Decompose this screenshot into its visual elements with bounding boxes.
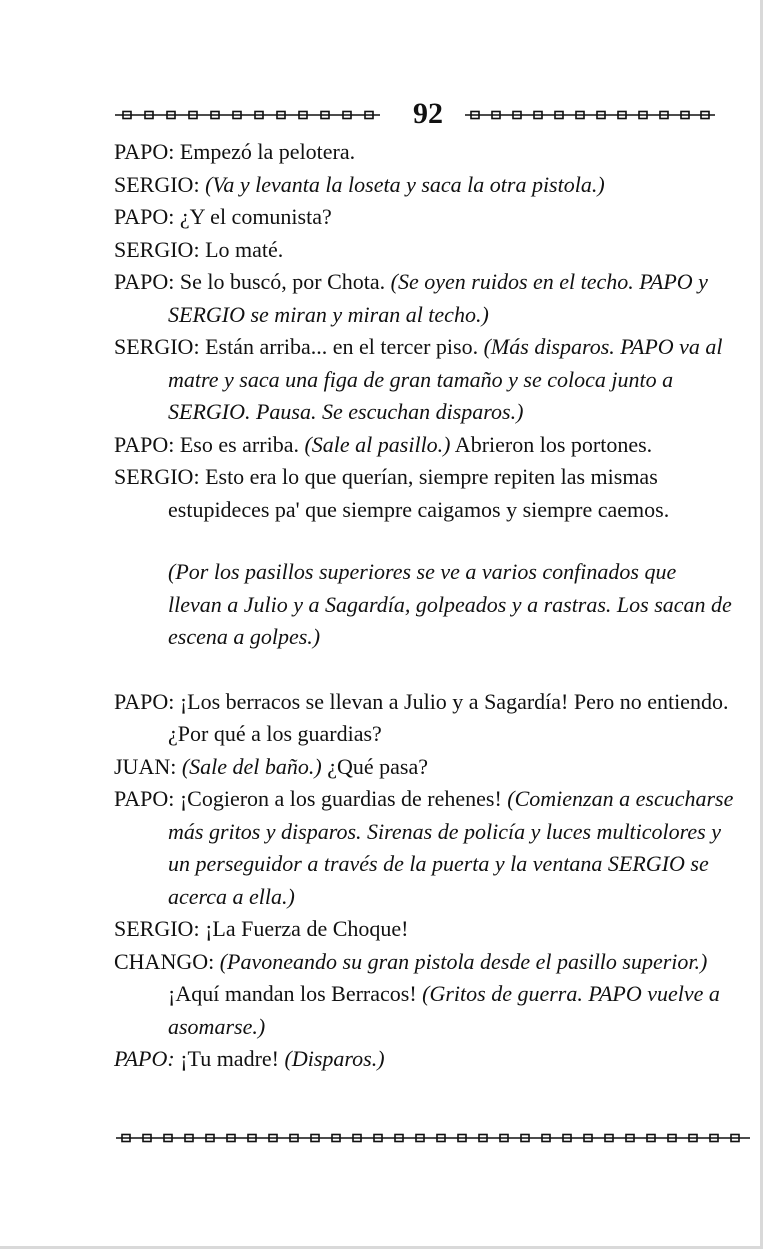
stage-direction: (Disparos.) bbox=[284, 1046, 385, 1071]
page-number: 92 bbox=[413, 97, 443, 130]
dialogue-line bbox=[114, 1043, 734, 1076]
speaker-name: PAPO: bbox=[114, 688, 175, 714]
speaker-name: SERGIO: bbox=[114, 334, 200, 359]
page-header bbox=[115, 96, 715, 136]
dialogue-line bbox=[114, 331, 734, 429]
stage-direction: (Va y levanta la loseta y saca la otra pistola.) bbox=[199, 171, 605, 197]
dialogue-line bbox=[114, 461, 734, 526]
dialogue-text: Eso es arriba. bbox=[174, 431, 305, 457]
dialogue-line bbox=[114, 429, 734, 462]
dialogue-text: Empezó la pelotera. bbox=[174, 139, 356, 164]
dialogue-line bbox=[114, 946, 734, 1044]
speaker-name: PAPO: bbox=[114, 786, 175, 811]
speaker-name: PAPO: bbox=[114, 431, 175, 457]
stage-direction: (Gritos de guerra. PAPO vuelve a asomarse.) bbox=[168, 981, 720, 1039]
stage-direction-block: (Por los pasillos superiores se ve a varios confinados que llevan a Julio y a Sagardía, golpeados y a rastras. Los sacan de escena a golpes.) bbox=[168, 559, 732, 649]
stage-direction: (Pavoneando su gran pistola desde el pasillo superior.) bbox=[214, 948, 708, 974]
script-body bbox=[114, 136, 734, 1076]
dialogue-text: Abrieron los portones. bbox=[450, 431, 653, 457]
speaker-name: CHANGO: bbox=[114, 948, 215, 974]
dialogue-text: ¡Tu madre! bbox=[174, 1046, 285, 1071]
speaker-name: PAPO: bbox=[114, 1046, 175, 1071]
dialogue-line bbox=[114, 913, 734, 946]
dialogue-text: Lo maté. bbox=[199, 236, 284, 262]
dialogue-text: ¡Aquí mandan los Berracos! bbox=[168, 981, 423, 1006]
dialogue-text: ¡La Fuerza de Choque! bbox=[199, 916, 409, 941]
dialogue-line bbox=[114, 266, 734, 331]
speaker-name: SERGIO: bbox=[114, 236, 200, 262]
speaker-name: PAPO: bbox=[114, 204, 175, 229]
dialogue-text: ¿Y el comunista? bbox=[174, 204, 332, 229]
chain-ornament-left bbox=[115, 110, 380, 120]
dialogue-line bbox=[114, 169, 734, 202]
chain-ornament-right bbox=[465, 110, 715, 120]
chain-ornament-footer bbox=[116, 1133, 750, 1143]
dialogue-line bbox=[114, 686, 734, 751]
dialogue-line bbox=[114, 201, 734, 234]
stage-direction: (Sale al pasillo.) bbox=[304, 431, 451, 457]
dialogue-line bbox=[114, 136, 734, 169]
stage-direction: (Comienzan a escucharse más gritos y disparos. Sirenas de policía y luces multicolores y un perseguidor a través de la puerta y la ventana SERGIO se acerca a ella.) bbox=[168, 786, 734, 909]
speaker-name: SERGIO: bbox=[114, 171, 200, 197]
dialogue-text: ¿Qué pasa? bbox=[321, 753, 429, 779]
speaker-name: SERGIO: bbox=[114, 916, 200, 941]
dialogue-line bbox=[114, 751, 734, 784]
dialogue-text: Esto era lo que querían, siempre repiten las mismas estupideces pa' que siempre caigamos y siempre caemos. bbox=[168, 464, 670, 522]
stage-direction: (Se oyen ruidos en el techo. PAPO y SERGIO se miran y miran al techo.) bbox=[168, 269, 708, 327]
dialogue-line bbox=[114, 234, 734, 267]
stage-direction: (Sale del baño.) bbox=[176, 753, 322, 779]
dialogue-text: Están arriba... en el tercer piso. bbox=[199, 334, 484, 359]
speaker-name: SERGIO: bbox=[114, 464, 200, 489]
speaker-name: PAPO: bbox=[114, 269, 175, 294]
dialogue-line bbox=[114, 783, 734, 913]
stage-direction: (Más disparos. PAPO va al matre y saca una figa de gran tamaño y se coloca junto a SERGIO. Pausa. Se escuchan disparos.) bbox=[168, 334, 723, 424]
dialogue-text: ¡Los berracos se llevan a Julio y a Sagardía! Pero no entiendo. ¿Por qué a los guardias? bbox=[168, 688, 729, 746]
dialogue-text: ¡Cogieron a los guardias de rehenes! bbox=[174, 786, 508, 811]
dialogue-text: Se lo buscó, por Chota. bbox=[174, 269, 391, 294]
speaker-name: JUAN: bbox=[114, 753, 177, 779]
speaker-name: PAPO: bbox=[114, 139, 175, 164]
